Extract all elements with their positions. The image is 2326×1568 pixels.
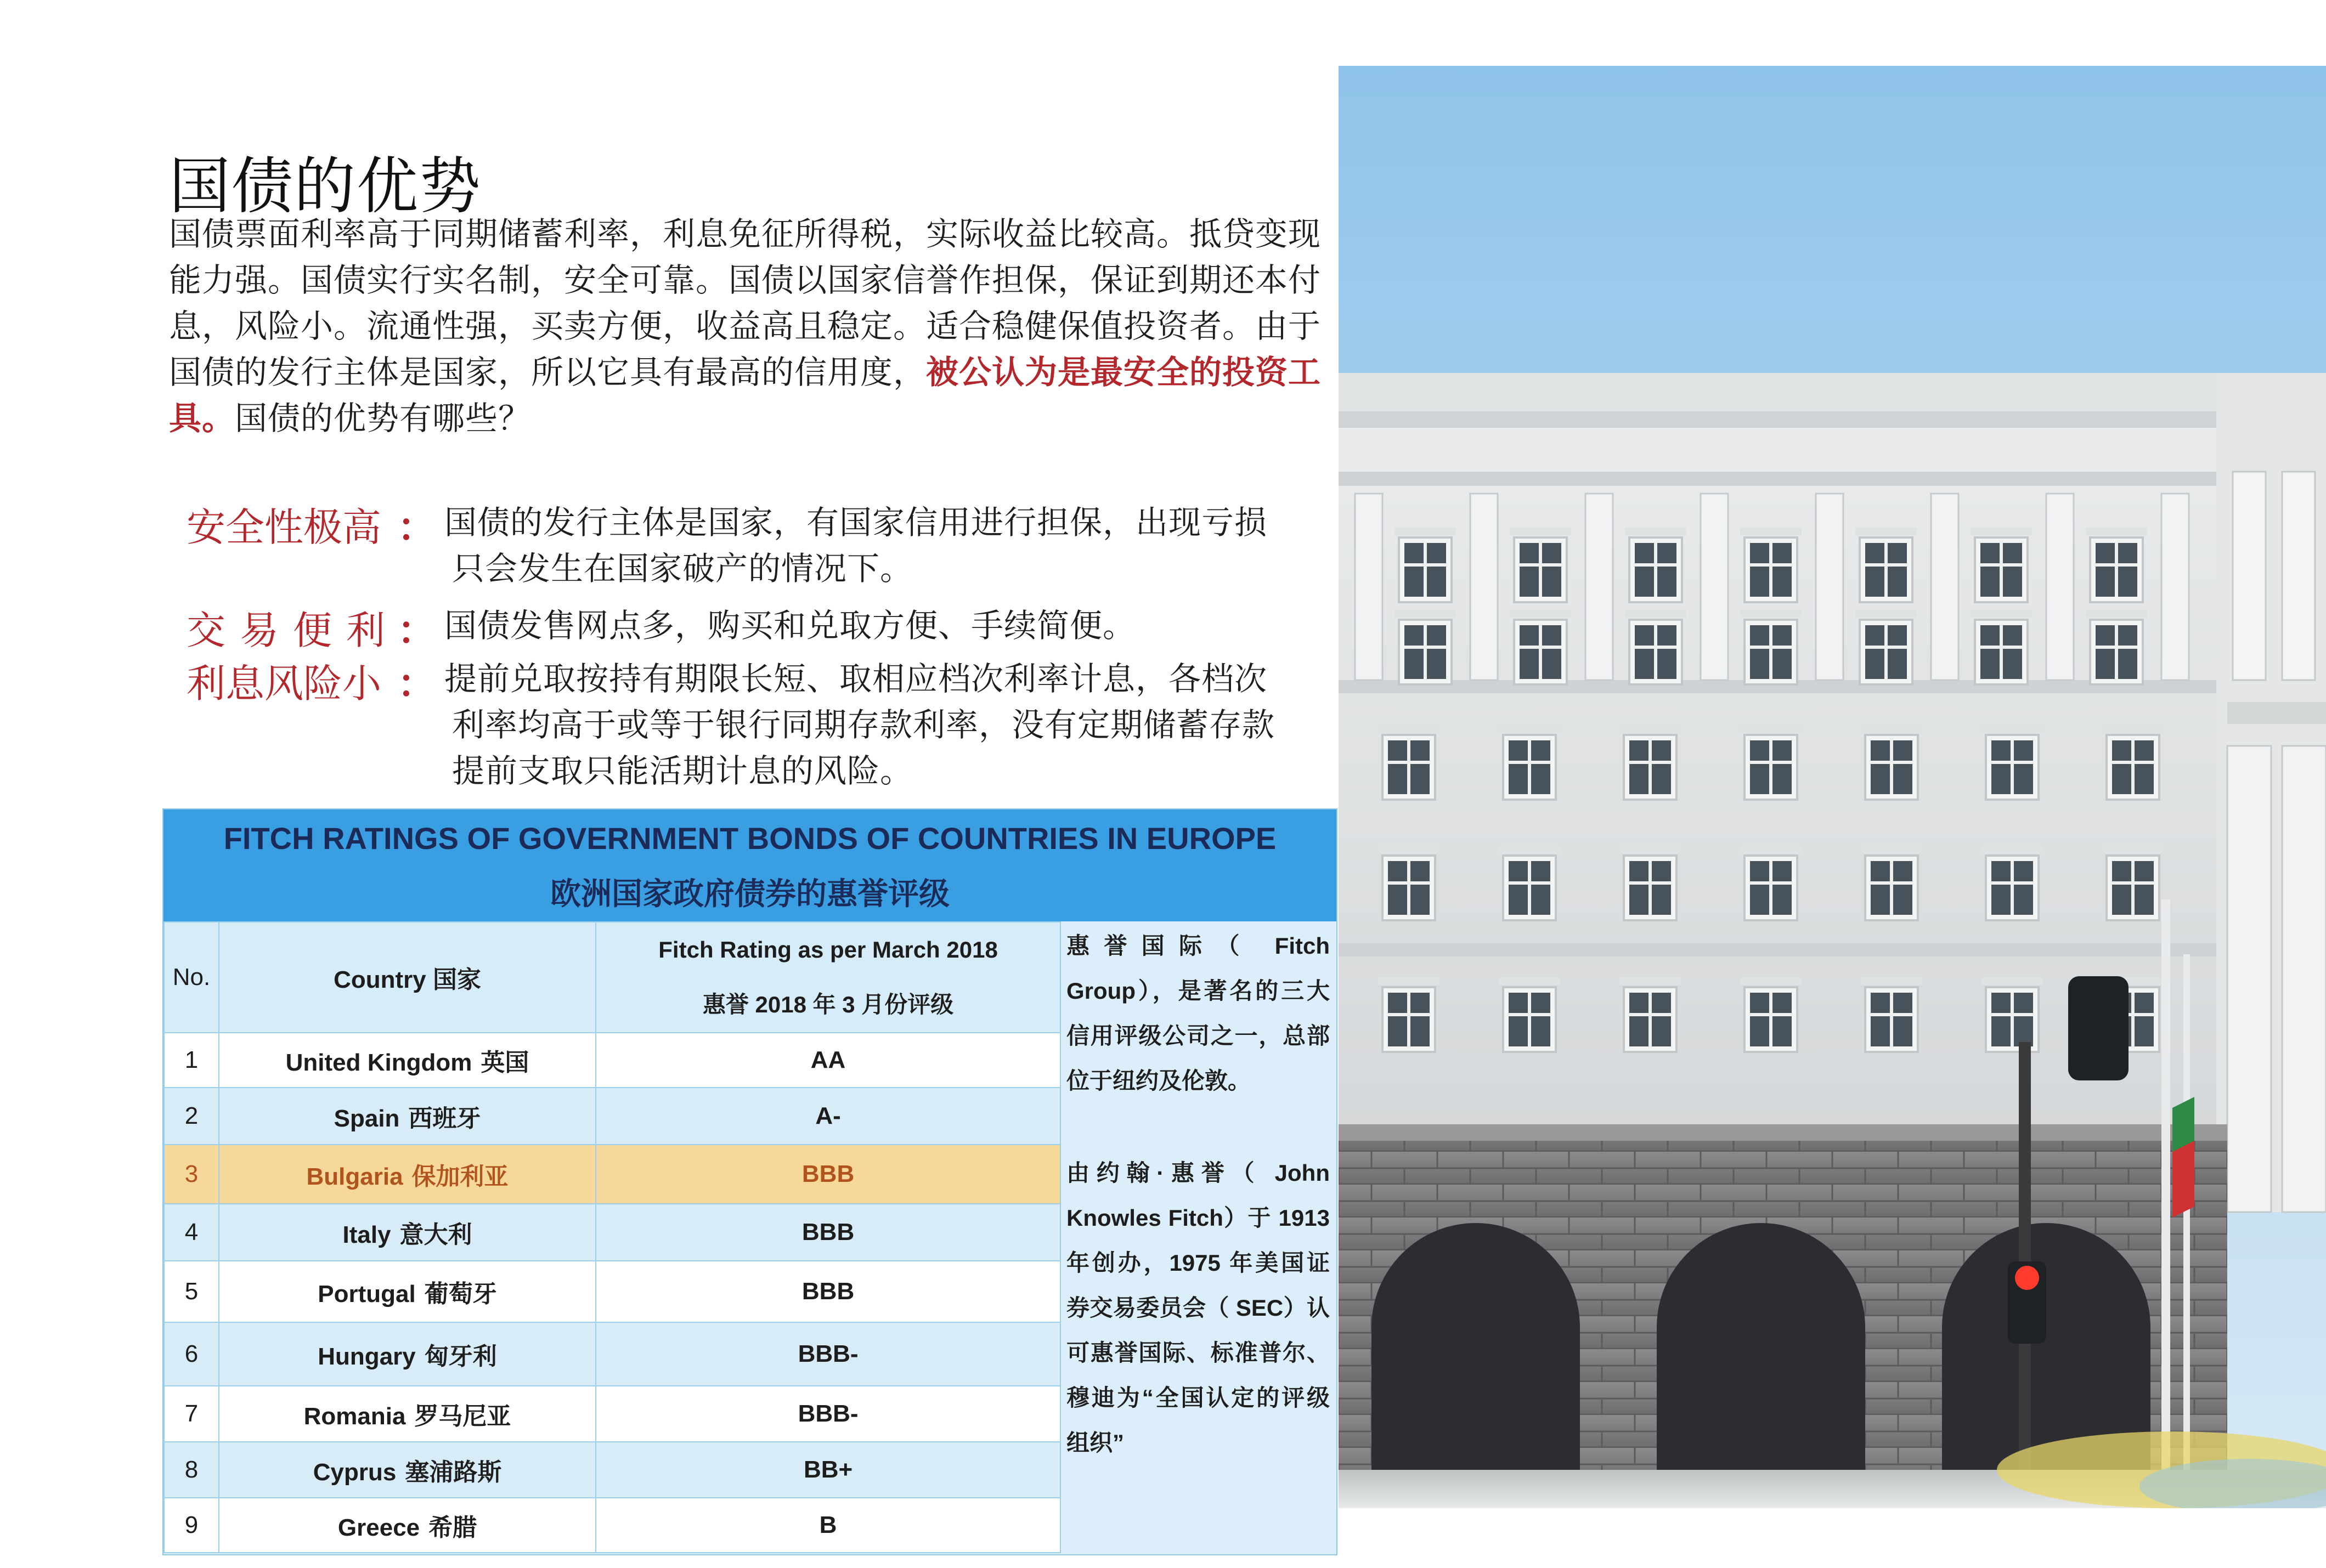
row-country <box>219 1498 596 1553</box>
row-country <box>219 1322 596 1386</box>
advantage-desc-line1: 国债的发行主体是国家，有国家信用进行担保，出现亏损 <box>444 503 1268 541</box>
table-row <box>164 1204 1060 1261</box>
row-rating: BBB <box>596 1261 1060 1322</box>
row-rating: BBB- <box>596 1386 1060 1442</box>
row-no: 2 <box>164 1088 219 1145</box>
fitch-note-2: 由约翰·惠誉（ John Knowles Fitch）于 1913 年创办，1975 年美国证券交易委员会（ SEC）认可惠誉国际、标准普尔、穆迪为“全国认定的评级组织” <box>1066 1160 1330 1456</box>
country-zh: 西班牙 <box>408 1105 481 1132</box>
country-zh: 塞浦路斯 <box>405 1459 502 1486</box>
country-en: Romania <box>303 1403 406 1430</box>
fitch-note-1: 惠誉国际（ Fitch Group），是著名的三大信用评级公司之一，总部位于纽约及伦敦。 <box>1066 933 1330 1094</box>
header-no: No. <box>164 922 219 1033</box>
row-country <box>219 1145 596 1204</box>
row-no: 5 <box>164 1261 219 1322</box>
row-country <box>219 1204 596 1261</box>
row-no: 6 <box>164 1322 219 1386</box>
header-rating <box>596 922 1060 1033</box>
intro-paragraph <box>169 211 1332 441</box>
advantage-desc <box>444 603 1333 649</box>
row-no: 8 <box>164 1442 219 1498</box>
country-en: Italy <box>342 1221 391 1248</box>
header-rating-en: Fitch Rating as per March 2018 <box>658 937 998 963</box>
building-photo <box>1339 66 2326 1508</box>
row-rating: B <box>596 1498 1060 1553</box>
row-country <box>219 1261 596 1322</box>
row-no: 1 <box>164 1033 219 1088</box>
table-row-highlighted <box>164 1145 1060 1204</box>
row-country <box>219 1088 596 1145</box>
row-no: 4 <box>164 1204 219 1261</box>
table-row <box>164 1261 1060 1322</box>
country-en: Portugal <box>318 1281 416 1307</box>
intro-text: 国债票面利率高于同期储蓄利率，利息免征所得税，实际收益比较高。抵贷变现能力强。国债实行实名制，安全可靠。国债以国家信誉作担保，保证到期还本付息，风险小。流通性强，买卖方便，收益高且稳定。适合稳健保值投资者。由于国债的发行主体是国家，所以它具有最高的信用度， <box>169 215 1322 391</box>
table-title-band <box>163 810 1336 921</box>
row-country <box>219 1033 596 1088</box>
advantage-desc <box>444 656 1333 794</box>
country-zh: 英国 <box>481 1049 529 1076</box>
country-en: United Kingdom <box>285 1049 472 1076</box>
row-rating: AA <box>596 1033 1060 1088</box>
advantage-label: 利息风险小 <box>187 661 382 706</box>
country-en: Hungary <box>318 1343 416 1370</box>
country-en: Cyprus <box>313 1459 397 1486</box>
table-title-zh: 欧洲国家政府债券的惠誉评级 <box>550 876 950 912</box>
table-row <box>164 1386 1060 1442</box>
advantage-colon: ： <box>397 505 437 550</box>
row-country <box>219 1386 596 1442</box>
table-row <box>164 1498 1060 1553</box>
advantage-colon: ： <box>397 661 437 706</box>
advantage-desc-line1: 国债发售网点多，购买和兑取方便、手续简便。 <box>444 607 1136 644</box>
country-zh: 保加利亚 <box>411 1163 509 1190</box>
page-title: 国债的优势 <box>169 151 482 222</box>
intro-highlight: 被公认为是最安全的投资工具。 <box>169 353 1322 437</box>
country-en: Greece <box>337 1514 420 1541</box>
country-zh: 葡萄牙 <box>424 1281 497 1307</box>
table-row <box>164 1322 1060 1386</box>
row-no: 9 <box>164 1498 219 1553</box>
advantage-desc <box>444 500 1333 592</box>
row-rating: BB+ <box>596 1442 1060 1498</box>
table-row <box>164 1088 1060 1145</box>
advantage-desc-line2: 利率均高于或等于银行同期存款利率，没有定期储蓄存款 提前支取只能活期计息的风险。 <box>452 706 1275 790</box>
advantage-label: 安全性极高 <box>187 505 382 550</box>
country-zh: 罗马尼亚 <box>414 1403 511 1430</box>
row-rating: A- <box>596 1088 1060 1145</box>
row-no: 3 <box>164 1145 219 1204</box>
table-header-row <box>164 922 1060 1033</box>
intro-question: 国债的优势有哪些？ <box>235 399 532 437</box>
table-row <box>164 1442 1060 1498</box>
fitch-description <box>1066 924 1330 1513</box>
row-rating: BBB- <box>596 1322 1060 1386</box>
advantage-desc-line2: 只会发生在国家破产的情况下。 <box>452 550 913 587</box>
row-no: 7 <box>164 1386 219 1442</box>
country-zh: 希腊 <box>428 1514 477 1541</box>
advantage-label: 交易便利 <box>187 608 400 653</box>
header-rating-zh: 惠誉 2018 年 3 月份评级 <box>702 992 954 1017</box>
country-en: Bulgaria <box>306 1163 403 1190</box>
advantage-desc-line1: 提前兑取按持有期限长短、取相应档次利率计息，各档次 <box>444 660 1268 698</box>
table-title-en: FITCH RATINGS OF GOVERNMENT BONDS OF COUNTRIES IN EUROPE <box>223 821 1277 856</box>
row-rating: BBB <box>596 1145 1060 1204</box>
advantage-colon: ： <box>397 608 437 653</box>
country-zh: 意大利 <box>399 1221 472 1248</box>
row-rating: BBB <box>596 1204 1060 1261</box>
row-country <box>219 1442 596 1498</box>
table-row <box>164 1033 1060 1088</box>
country-zh: 匈牙利 <box>424 1343 497 1370</box>
ratings-grid <box>163 921 1061 1553</box>
fitch-ratings-table <box>162 808 1337 1555</box>
country-en: Spain <box>334 1105 400 1132</box>
header-country: Country 国家 <box>219 922 596 1033</box>
